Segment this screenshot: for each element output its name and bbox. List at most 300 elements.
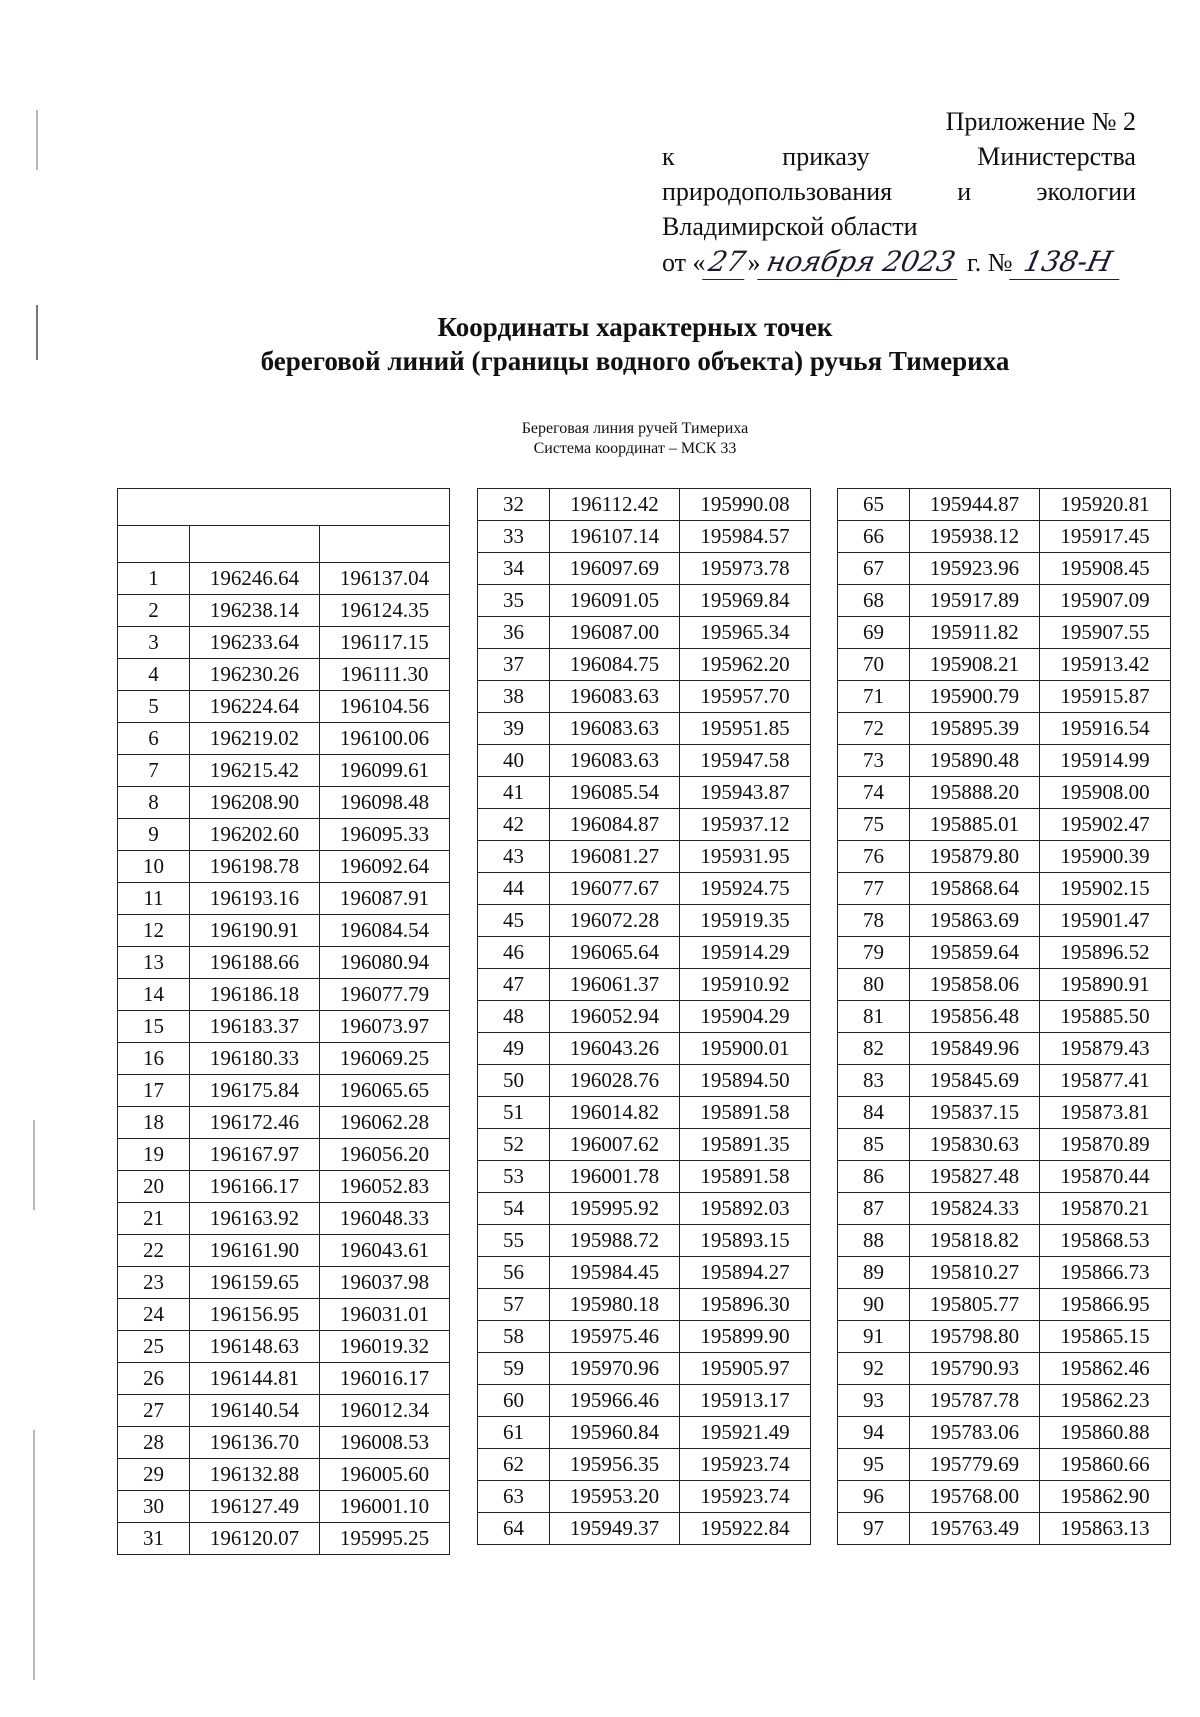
point-number: 34 xyxy=(478,553,550,585)
point-number: 36 xyxy=(478,617,550,649)
coord-x: 196219.02 xyxy=(190,723,320,755)
coord-y: 195913.42 xyxy=(1040,649,1171,681)
coord-x: 196120.07 xyxy=(190,1523,320,1555)
table-row xyxy=(838,649,1171,681)
table-row xyxy=(118,595,450,627)
coord-y: 195957.70 xyxy=(680,681,811,713)
coord-y: 195891.58 xyxy=(680,1097,811,1129)
coord-x: 195863.69 xyxy=(910,905,1040,937)
point-number: 89 xyxy=(838,1257,910,1289)
coord-x: 195949.37 xyxy=(550,1513,680,1545)
coord-y: 195908.45 xyxy=(1040,553,1171,585)
coord-x: 196238.14 xyxy=(190,595,320,627)
table-row xyxy=(838,1353,1171,1385)
point-number: 80 xyxy=(838,969,910,1001)
coord-y: 196019.32 xyxy=(320,1331,450,1363)
point-number: 39 xyxy=(478,713,550,745)
point-number: 68 xyxy=(838,585,910,617)
coord-x: 195779.69 xyxy=(910,1449,1040,1481)
coord-y: 196117.15 xyxy=(320,627,450,659)
table-row xyxy=(478,681,811,713)
coord-x: 195837.15 xyxy=(910,1097,1040,1129)
table-row xyxy=(118,819,450,851)
coord-y: 195891.35 xyxy=(680,1129,811,1161)
table-row xyxy=(838,1033,1171,1065)
table-row xyxy=(118,947,450,979)
coord-x: 196156.95 xyxy=(190,1299,320,1331)
coord-x: 195805.77 xyxy=(910,1289,1040,1321)
table-row xyxy=(838,1193,1171,1225)
coord-y: 195907.55 xyxy=(1040,617,1171,649)
coord-x: 196166.17 xyxy=(190,1171,320,1203)
table-row xyxy=(478,1449,811,1481)
coordinates-table-3 xyxy=(837,488,1171,1545)
coord-x: 196084.75 xyxy=(550,649,680,681)
table-row xyxy=(838,1001,1171,1033)
table-row xyxy=(478,1097,811,1129)
coord-x: 196230.26 xyxy=(190,659,320,691)
table-row xyxy=(118,563,450,595)
coord-y: 195870.21 xyxy=(1040,1193,1171,1225)
coord-x: 196001.78 xyxy=(550,1161,680,1193)
coord-y: 196016.17 xyxy=(320,1363,450,1395)
table-row xyxy=(838,585,1171,617)
point-number: 12 xyxy=(118,915,190,947)
table-header-cell xyxy=(190,526,320,563)
coord-x: 196072.28 xyxy=(550,905,680,937)
coord-y: 195914.99 xyxy=(1040,745,1171,777)
coord-y: 196098.48 xyxy=(320,787,450,819)
appendix-line-3: природопользования и экологии xyxy=(662,177,1136,206)
appendix-number: Приложение № 2 xyxy=(945,107,1136,136)
point-number: 31 xyxy=(118,1523,190,1555)
coord-y: 195891.58 xyxy=(680,1161,811,1193)
table-row xyxy=(838,1321,1171,1353)
coord-x: 196061.37 xyxy=(550,969,680,1001)
coord-y: 195919.35 xyxy=(680,905,811,937)
coord-x: 195975.46 xyxy=(550,1321,680,1353)
point-number: 73 xyxy=(838,745,910,777)
point-number: 61 xyxy=(478,1417,550,1449)
table-row xyxy=(478,649,811,681)
point-number: 60 xyxy=(478,1385,550,1417)
coord-x: 195787.78 xyxy=(910,1385,1040,1417)
coord-x: 196043.26 xyxy=(550,1033,680,1065)
coordinates-table-2 xyxy=(477,488,811,1545)
point-number: 56 xyxy=(478,1257,550,1289)
coord-y: 195917.45 xyxy=(1040,521,1171,553)
table-row xyxy=(478,1129,811,1161)
table-row xyxy=(478,969,811,1001)
table-row xyxy=(838,1097,1171,1129)
point-number: 35 xyxy=(478,585,550,617)
table-row xyxy=(118,1395,450,1427)
table-row xyxy=(478,1353,811,1385)
coord-x: 196148.63 xyxy=(190,1331,320,1363)
table-row xyxy=(478,873,811,905)
table-row xyxy=(118,787,450,819)
table-row xyxy=(838,489,1171,521)
coord-y: 195931.95 xyxy=(680,841,811,873)
point-number: 7 xyxy=(118,755,190,787)
coord-y: 195866.95 xyxy=(1040,1289,1171,1321)
coord-y: 195904.29 xyxy=(680,1001,811,1033)
coord-y: 195905.97 xyxy=(680,1353,811,1385)
coord-y: 195990.08 xyxy=(680,489,811,521)
coord-y: 195902.15 xyxy=(1040,873,1171,905)
coord-y: 195860.88 xyxy=(1040,1417,1171,1449)
coord-x: 195783.06 xyxy=(910,1417,1040,1449)
coord-x: 195885.01 xyxy=(910,809,1040,841)
coord-x: 195790.93 xyxy=(910,1353,1040,1385)
coord-x: 195995.92 xyxy=(550,1193,680,1225)
table-row xyxy=(478,1065,811,1097)
coord-x: 195960.84 xyxy=(550,1417,680,1449)
coord-y: 196100.06 xyxy=(320,723,450,755)
coord-y: 196048.33 xyxy=(320,1203,450,1235)
coord-x: 195818.82 xyxy=(910,1225,1040,1257)
coord-x: 196246.64 xyxy=(190,563,320,595)
coord-y: 196077.79 xyxy=(320,979,450,1011)
coord-x: 195911.82 xyxy=(910,617,1040,649)
coord-y: 195863.13 xyxy=(1040,1513,1171,1545)
coord-x: 195895.39 xyxy=(910,713,1040,745)
table-row xyxy=(838,1481,1171,1513)
point-number: 74 xyxy=(838,777,910,809)
coord-y: 196073.97 xyxy=(320,1011,450,1043)
coord-x: 196224.64 xyxy=(190,691,320,723)
table-row xyxy=(478,841,811,873)
table-row xyxy=(478,1225,811,1257)
coord-y: 195870.44 xyxy=(1040,1161,1171,1193)
appendix-line-2: к приказу Министерства xyxy=(662,142,1136,171)
coord-y: 195873.81 xyxy=(1040,1097,1171,1129)
point-number: 82 xyxy=(838,1033,910,1065)
coord-x: 196144.81 xyxy=(190,1363,320,1395)
table-row xyxy=(118,1171,450,1203)
table-row xyxy=(478,745,811,777)
coord-x: 195984.45 xyxy=(550,1257,680,1289)
table-row xyxy=(118,1267,450,1299)
point-number: 45 xyxy=(478,905,550,937)
table-row xyxy=(118,883,450,915)
coord-y: 195860.66 xyxy=(1040,1449,1171,1481)
appendix-line-4: Владимирской области xyxy=(662,212,918,241)
table-row xyxy=(838,937,1171,969)
point-number: 92 xyxy=(838,1353,910,1385)
coord-y: 195894.27 xyxy=(680,1257,811,1289)
point-number: 53 xyxy=(478,1161,550,1193)
coord-y: 196037.98 xyxy=(320,1267,450,1299)
point-number: 90 xyxy=(838,1289,910,1321)
table-row xyxy=(118,1203,450,1235)
coord-y: 195951.85 xyxy=(680,713,811,745)
coord-x: 196161.90 xyxy=(190,1235,320,1267)
point-number: 4 xyxy=(118,659,190,691)
table-row xyxy=(478,1033,811,1065)
coord-x: 196183.37 xyxy=(190,1011,320,1043)
table-row xyxy=(838,713,1171,745)
coord-x: 196085.54 xyxy=(550,777,680,809)
coord-x: 195888.20 xyxy=(910,777,1040,809)
coord-x: 196193.16 xyxy=(190,883,320,915)
coordinates-table-1 xyxy=(117,488,450,1555)
table-row xyxy=(838,841,1171,873)
point-number: 28 xyxy=(118,1427,190,1459)
coord-x: 195980.18 xyxy=(550,1289,680,1321)
coord-y: 195995.25 xyxy=(320,1523,450,1555)
point-number: 16 xyxy=(118,1043,190,1075)
point-number: 70 xyxy=(838,649,910,681)
handwritten-order-number: 138-Н xyxy=(1009,244,1127,280)
coord-y: 196124.35 xyxy=(320,595,450,627)
table-row xyxy=(838,1385,1171,1417)
point-number: 24 xyxy=(118,1299,190,1331)
coord-y: 195877.41 xyxy=(1040,1065,1171,1097)
table-row xyxy=(478,521,811,553)
coord-x: 195988.72 xyxy=(550,1225,680,1257)
coord-x: 196083.63 xyxy=(550,713,680,745)
table-row xyxy=(118,1331,450,1363)
coord-y: 195900.01 xyxy=(680,1033,811,1065)
coord-x: 195868.64 xyxy=(910,873,1040,905)
point-number: 87 xyxy=(838,1193,910,1225)
point-number: 93 xyxy=(838,1385,910,1417)
table-row xyxy=(118,1363,450,1395)
point-number: 57 xyxy=(478,1289,550,1321)
coord-y: 195885.50 xyxy=(1040,1001,1171,1033)
coord-x: 196077.67 xyxy=(550,873,680,905)
coord-x: 195768.00 xyxy=(910,1481,1040,1513)
point-number: 22 xyxy=(118,1235,190,1267)
point-number: 8 xyxy=(118,787,190,819)
coord-x: 195824.33 xyxy=(910,1193,1040,1225)
table-row xyxy=(838,1417,1171,1449)
point-number: 83 xyxy=(838,1065,910,1097)
coord-y: 196095.33 xyxy=(320,819,450,851)
coord-y: 196065.65 xyxy=(320,1075,450,1107)
coord-y: 195908.00 xyxy=(1040,777,1171,809)
point-number: 72 xyxy=(838,713,910,745)
coord-x: 196081.27 xyxy=(550,841,680,873)
table-row xyxy=(838,1161,1171,1193)
coord-y: 196084.54 xyxy=(320,915,450,947)
coord-y: 196137.04 xyxy=(320,563,450,595)
point-number: 42 xyxy=(478,809,550,841)
table-row xyxy=(478,1481,811,1513)
handwritten-month-year: ноября 2023 xyxy=(757,244,965,280)
coord-y: 195924.75 xyxy=(680,873,811,905)
appendix-block xyxy=(662,104,1136,280)
point-number: 84 xyxy=(838,1097,910,1129)
coord-y: 195862.46 xyxy=(1040,1353,1171,1385)
coord-y: 195890.91 xyxy=(1040,969,1171,1001)
table-row xyxy=(118,1491,450,1523)
coord-y: 195896.30 xyxy=(680,1289,811,1321)
table-row xyxy=(838,809,1171,841)
table-row xyxy=(118,755,450,787)
coord-x: 196136.70 xyxy=(190,1427,320,1459)
point-number: 43 xyxy=(478,841,550,873)
coord-y: 195984.57 xyxy=(680,521,811,553)
coord-x: 195856.48 xyxy=(910,1001,1040,1033)
table-header-cell xyxy=(118,489,450,526)
coord-x: 196186.18 xyxy=(190,979,320,1011)
coord-x: 196190.91 xyxy=(190,915,320,947)
coord-x: 195849.96 xyxy=(910,1033,1040,1065)
table-row xyxy=(118,659,450,691)
coord-y: 195923.74 xyxy=(680,1449,811,1481)
coord-y: 195866.73 xyxy=(1040,1257,1171,1289)
table-row xyxy=(478,809,811,841)
table-row xyxy=(838,681,1171,713)
point-number: 85 xyxy=(838,1129,910,1161)
coord-y: 195899.90 xyxy=(680,1321,811,1353)
table-row xyxy=(478,1161,811,1193)
table-header-row xyxy=(118,526,450,563)
point-number: 47 xyxy=(478,969,550,1001)
point-number: 67 xyxy=(838,553,910,585)
coord-x: 196180.33 xyxy=(190,1043,320,1075)
table-row xyxy=(838,553,1171,585)
coord-x: 195966.46 xyxy=(550,1385,680,1417)
table-row xyxy=(118,1107,450,1139)
table-row xyxy=(838,777,1171,809)
table-row xyxy=(118,691,450,723)
point-number: 30 xyxy=(118,1491,190,1523)
coord-y: 195862.90 xyxy=(1040,1481,1171,1513)
point-number: 25 xyxy=(118,1331,190,1363)
table-row xyxy=(118,979,450,1011)
coord-x: 195827.48 xyxy=(910,1161,1040,1193)
table-row xyxy=(478,905,811,937)
coord-x: 196083.63 xyxy=(550,745,680,777)
coord-y: 195892.03 xyxy=(680,1193,811,1225)
point-number: 19 xyxy=(118,1139,190,1171)
table-row xyxy=(838,1129,1171,1161)
coord-y: 196092.64 xyxy=(320,851,450,883)
point-number: 17 xyxy=(118,1075,190,1107)
table-row xyxy=(478,489,811,521)
coord-x: 195956.35 xyxy=(550,1449,680,1481)
coord-y: 195920.81 xyxy=(1040,489,1171,521)
table-row xyxy=(118,627,450,659)
table-row xyxy=(838,617,1171,649)
point-number: 9 xyxy=(118,819,190,851)
table-row xyxy=(478,937,811,969)
point-number: 63 xyxy=(478,1481,550,1513)
point-number: 37 xyxy=(478,649,550,681)
coord-y: 195902.47 xyxy=(1040,809,1171,841)
table-row xyxy=(118,1427,450,1459)
point-number: 23 xyxy=(118,1267,190,1299)
point-number: 15 xyxy=(118,1011,190,1043)
scan-artifact xyxy=(36,110,38,170)
coord-x: 196188.66 xyxy=(190,947,320,979)
coord-x: 196175.84 xyxy=(190,1075,320,1107)
coord-x: 196087.00 xyxy=(550,617,680,649)
coord-x: 196198.78 xyxy=(190,851,320,883)
coord-x: 195858.06 xyxy=(910,969,1040,1001)
coord-y: 195923.74 xyxy=(680,1481,811,1513)
coord-y: 195901.47 xyxy=(1040,905,1171,937)
point-number: 38 xyxy=(478,681,550,713)
coord-x: 196014.82 xyxy=(550,1097,680,1129)
point-number: 97 xyxy=(838,1513,910,1545)
scan-artifact xyxy=(33,1120,35,1210)
point-number: 52 xyxy=(478,1129,550,1161)
point-number: 66 xyxy=(838,521,910,553)
point-number: 55 xyxy=(478,1225,550,1257)
point-number: 1 xyxy=(118,563,190,595)
coord-y: 195862.23 xyxy=(1040,1385,1171,1417)
table-row xyxy=(478,1193,811,1225)
table-row xyxy=(838,905,1171,937)
coord-y: 196012.34 xyxy=(320,1395,450,1427)
point-number: 48 xyxy=(478,1001,550,1033)
point-number: 27 xyxy=(118,1395,190,1427)
point-number: 10 xyxy=(118,851,190,883)
coord-x: 195798.80 xyxy=(910,1321,1040,1353)
coord-x: 196007.62 xyxy=(550,1129,680,1161)
coord-y: 195969.84 xyxy=(680,585,811,617)
table-row xyxy=(838,1225,1171,1257)
coord-x: 195900.79 xyxy=(910,681,1040,713)
coord-x: 196083.63 xyxy=(550,681,680,713)
coord-x: 195917.89 xyxy=(910,585,1040,617)
point-number: 88 xyxy=(838,1225,910,1257)
coord-x: 196052.94 xyxy=(550,1001,680,1033)
coord-y: 196099.61 xyxy=(320,755,450,787)
table-row xyxy=(838,745,1171,777)
point-number: 13 xyxy=(118,947,190,979)
coord-x: 196215.42 xyxy=(190,755,320,787)
coord-x: 196127.49 xyxy=(190,1491,320,1523)
coord-y: 195973.78 xyxy=(680,553,811,585)
point-number: 2 xyxy=(118,595,190,627)
point-number: 46 xyxy=(478,937,550,969)
coord-x: 195859.64 xyxy=(910,937,1040,969)
order-date-number: от «27» ноября 2023 г. № 138-Н xyxy=(662,244,1136,280)
coord-y: 196008.53 xyxy=(320,1427,450,1459)
point-number: 65 xyxy=(838,489,910,521)
point-number: 21 xyxy=(118,1203,190,1235)
coord-y: 196080.94 xyxy=(320,947,450,979)
coord-x: 195923.96 xyxy=(910,553,1040,585)
coord-y: 196001.10 xyxy=(320,1491,450,1523)
coord-x: 195970.96 xyxy=(550,1353,680,1385)
point-number: 11 xyxy=(118,883,190,915)
point-number: 86 xyxy=(838,1161,910,1193)
coord-x: 196065.64 xyxy=(550,937,680,969)
point-number: 41 xyxy=(478,777,550,809)
table-row xyxy=(478,713,811,745)
coord-x: 195845.69 xyxy=(910,1065,1040,1097)
coord-y: 196056.20 xyxy=(320,1139,450,1171)
coord-x: 196172.46 xyxy=(190,1107,320,1139)
point-number: 75 xyxy=(838,809,910,841)
table-row xyxy=(118,1299,450,1331)
table-row xyxy=(838,1257,1171,1289)
table-row xyxy=(118,915,450,947)
coord-x: 196132.88 xyxy=(190,1459,320,1491)
point-number: 6 xyxy=(118,723,190,755)
coord-x: 196112.42 xyxy=(550,489,680,521)
table-row xyxy=(478,777,811,809)
table-row xyxy=(118,1139,450,1171)
point-number: 79 xyxy=(838,937,910,969)
coord-y: 195943.87 xyxy=(680,777,811,809)
